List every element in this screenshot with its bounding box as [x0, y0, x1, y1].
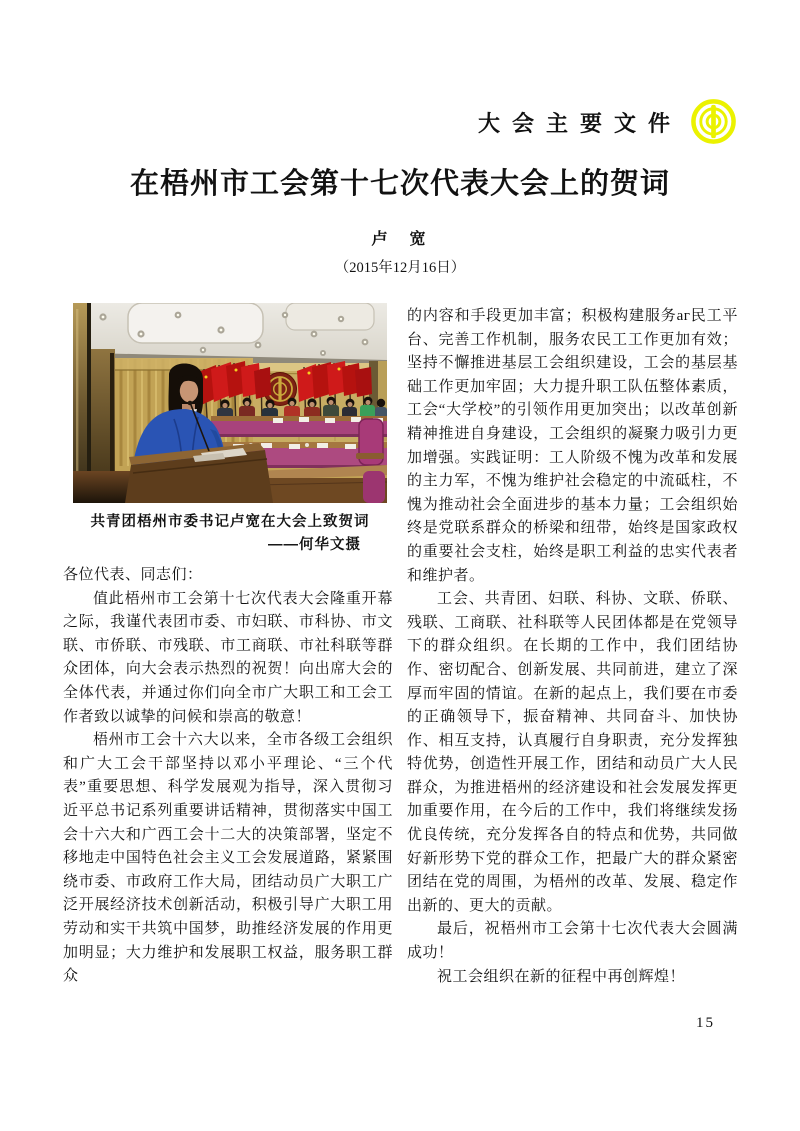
- article-title: 在梧州市工会第十七次代表大会上的贺词: [129, 168, 670, 200]
- chair-2: [363, 471, 385, 503]
- body-paragraph: 值此梧州市工会第十七次代表大会隆重开幕之际，我谨代表团市委、市妇联、市科协、市文联、市侨联、市残联、市工商联、市社科联等群众团体，向大会表示热烈的祝贺！向出席大会的全体代表，并通过你们向全市广大职工和工会工作者致以诚挚的问候和崇高的敬意！: [63, 590, 393, 725]
- body-paragraph: 工会、共青团、妇联、科协、文联、侨联、残联、工商联、社科联等人民团体都是在党领导下的群众组织。在长期的工作中，我们团结协作、密切配合、创新发展、共同前进，建立了深厚而牢固的情谊。在新的起点上，我们要在市委的正确领导下，振奋精神、共同奋斗、加快协作、相互支持，认真履行自身职责，充分发挥独特优势，创造性开展工作，团结和动员广大人民群众，为推进梧州的经济建设和社会发展发挥更加重要作用，在今后的工作中，我们将继续发扬优良传统，充分发挥各自的特点和优势，共同做好新形势下党的群众工作，把最广大的群众紧密团结在党的周围，为梧州的改革、发展、稳定作出新的、更大的贡献。: [407, 591, 738, 914]
- chair: [356, 419, 384, 465]
- body-column-left: [63, 564, 393, 989]
- body-paragraph: 祝工会组织在新的征程中再创辉煌！: [437, 968, 686, 985]
- conference-photo: [73, 303, 387, 503]
- body-column-right: [407, 305, 738, 989]
- photo-figure: [73, 303, 387, 554]
- body-paragraph: 梧州市工会十六大以来，全市各级工会组织和广大工会干部坚持以邓小平理论、“三个代表”重要思想、科学发展观为指导，深入贯彻习近平总书记系列重要讲话精神，贯彻落实中国工会十六大和广西工会十二大的决策部署，坚定不移地走中国特色社会主义工会发展道路，紧紧围绕市委、市政府工作大局，团结动员广大职工广泛开展经济技术创新活动，积极引导广大职工用劳动和实干共筑中国梦，助推经济发展的作用更加明显；大力维护和发展职工权益，服务职工群众: [63, 732, 393, 985]
- article-author: 卢 宽: [371, 231, 429, 248]
- body-paragraph: 的内容和手段更加丰富；积极构建服务аг民工平台、完善工作机制，服务农民工工作更加有效；坚持不懈推进基层工会组织建设，工会的基层基础工作更加牢固；大力提升职工队伍整体素质，工会“大学校”的引领作用更加突出；以改革创新精神推进自身建设，工会组织的凝聚力吸引力更加增强。实践证明：工人阶级不愧为改革和发展的主力军，不愧为维护社会稳定的中流砥柱，不愧为推动社会全面进步的基本力量；工会组织始终是党联系群众的桥梁和纽带，始终是国家政权的重要社会支柱，始终是职工利益的忠实代表者和维护者。: [407, 308, 738, 584]
- union-logo-icon: [690, 98, 737, 145]
- photo-credit: ——何华文摄: [268, 537, 361, 553]
- body-paragraph: 最后，祝梧州市工会第十七次代表大会圆满成功！: [407, 921, 738, 962]
- header-label: 大会主要文件: [477, 110, 682, 136]
- header: [478, 96, 737, 146]
- body-paragraph: 各位代表、同志们：: [63, 567, 203, 583]
- page-number: 15: [696, 1015, 715, 1031]
- photo-caption: 共青团梧州市委书记卢宽在大会上致贺词: [90, 514, 370, 530]
- article-date: （2015年12月16日）: [334, 260, 466, 276]
